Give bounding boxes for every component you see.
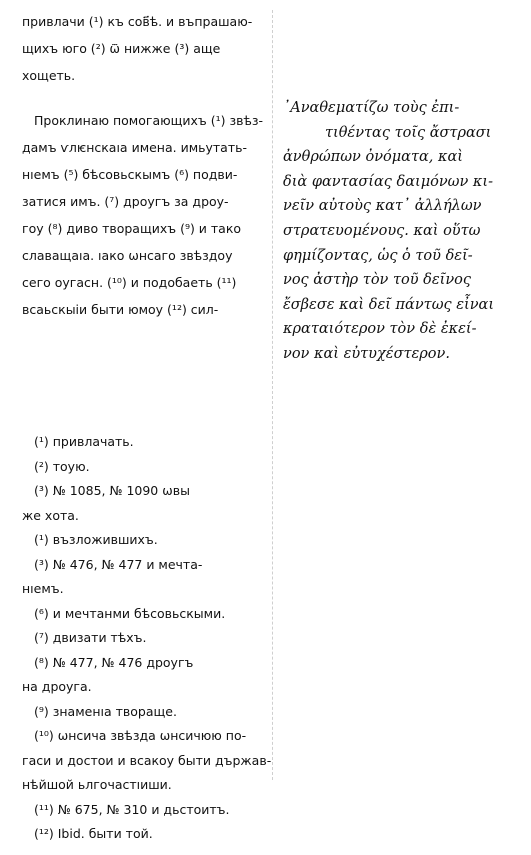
footnote-line: гаси и достои и всакоу быти държав- xyxy=(22,752,272,768)
greek-line: νος ἀστὴρ τὸν τοῦ δεῖνος xyxy=(283,272,472,289)
greek-line: νον καὶ εὐτυχέστερον. xyxy=(283,345,450,362)
greek-line: ἔσβεσε καὶ δεῖ πάντως εἶναι xyxy=(283,296,495,313)
footnote-line: же хота. xyxy=(22,507,79,523)
greek-line: στρατευομένους. καὶ οὕτω xyxy=(283,222,481,239)
greek-line: διὰ φαντασίας δαιμόνων κι- xyxy=(283,173,494,190)
footnote-line: (³) № 476, № 477 и мечта- xyxy=(34,556,203,572)
footnote-line: нıемъ. xyxy=(22,581,64,596)
footnote-line: (⁶) и мечтанми бѣсовьскыми. xyxy=(34,605,226,621)
footnote-line: (⁸) № 477, № 476 дроугъ xyxy=(34,654,194,670)
footnote-line: (¹) възложившихъ. xyxy=(34,532,158,547)
greek-line: φημίζοντας, ὡς ὁ τοῦ δεῖ- xyxy=(283,247,473,264)
slavonic-line: всаьскыіи быти юмоу (¹²) сил- xyxy=(22,302,219,317)
footnotes xyxy=(22,430,272,847)
footnote-line: на дроуга. xyxy=(22,679,92,694)
slavonic-line: нıемъ (⁵) бѣсовьскымъ (⁶) подви- xyxy=(22,167,238,182)
slavonic-line: хощеть. xyxy=(22,68,76,83)
footnote-line: (⁹) знаменıа твораще. xyxy=(34,703,177,719)
paragraph-gap xyxy=(22,89,270,107)
greek-line: ἀνθρώπων ὀνόματα, καὶ xyxy=(283,149,463,166)
slavonic-line: привлачи (¹) къ сов҃ѣ. и въпрашаю- xyxy=(22,14,253,29)
footnote-line: нѣйшой ьлгочастıиши. xyxy=(22,777,172,792)
footnote-line: (¹) привлачать. xyxy=(34,434,134,449)
footnote-line: (¹²) Ibid. быти той. xyxy=(34,826,153,841)
footnote-line: (²) тоую. xyxy=(34,458,90,474)
slavonic-line: дамъ ѵлѥнскаıа имена. имьутать- xyxy=(22,140,248,155)
greek-text xyxy=(283,96,523,367)
greek-line: νεῖν αὐτοὺς κατ᾿ ἀλλήλων xyxy=(283,198,482,215)
slavonic-line: Проклинаю помогающихъ (¹) звѣз- xyxy=(34,113,264,128)
column-divider xyxy=(272,10,273,780)
footnote-line: (¹⁰) ѡнсича звѣзда ѡнсичюю по- xyxy=(34,728,247,743)
slavonic-line: славащаıа. ıако ѡнсаго звѣздоу xyxy=(22,248,233,263)
slavonic-line: затися имъ. (⁷) дроугъ за дроу- xyxy=(22,194,229,209)
slavonic-line: сего оугасн. (¹⁰) и подобаеть (¹¹) xyxy=(22,275,237,290)
greek-line: ᾿Αναθεματίζω τοὺς ἐπι- xyxy=(283,100,460,116)
greek-line: κραταιότερον τὸν δὲ ἐκεί- xyxy=(283,321,477,338)
greek-line: τιθέντας τοῖς ἄστρασι xyxy=(325,124,492,141)
slavonic-line: гоу (⁸) диво творащихъ (⁹) и тако xyxy=(22,221,242,236)
slavonic-line: щихъ юго (²) ѿ нижже (³) аще xyxy=(22,41,221,56)
footnote-line: (⁷) двизати тѣхъ. xyxy=(34,630,147,645)
footnote-line: (³) № 1085, № 1090 ѡвы xyxy=(34,483,190,498)
footnote-line: (¹¹) № 675, № 310 и дьстоитъ. xyxy=(34,801,230,817)
church-slavonic-text xyxy=(22,8,270,323)
